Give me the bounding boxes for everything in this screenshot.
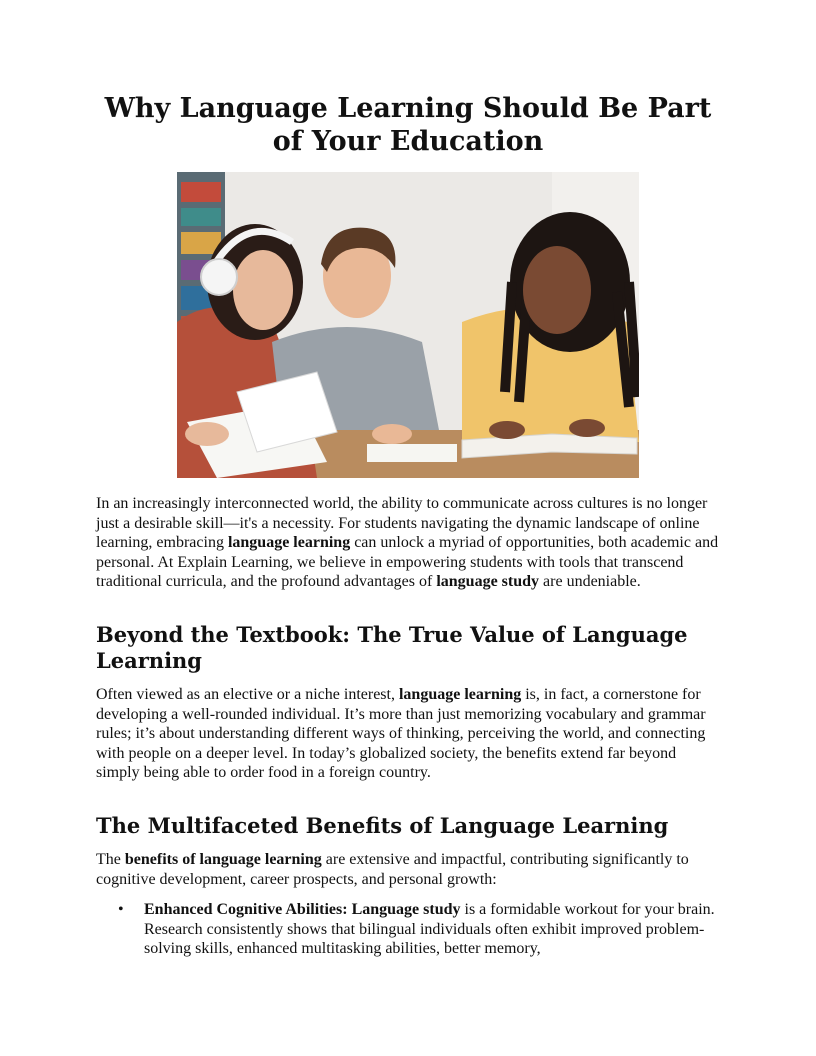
section1-heading: Beyond the Textbook: The True Value of Language Learning [96,622,688,673]
page-title: Why Language Learning Should Be Part of Your Education [104,93,712,157]
students-studying-photo [177,172,639,478]
bullet-marker: • [118,901,124,918]
intro-text-3: are undeniable. [539,573,641,591]
section1-text-1: Often viewed as an elective or a niche interest, [96,686,399,703]
benefits-list [96,900,720,959]
section2-text-2: are extensive and impactful, contributing significantly to cognitive development, career prospects, and personal growth: [96,851,689,888]
hero-image [177,172,639,478]
intro-paragraph [96,494,720,592]
section2-heading: The Multifaceted Benefits of Language Learning [96,813,669,838]
intro-bold-2: language study [436,573,540,591]
section1-paragraph [96,685,720,783]
section1-bold-1: language learning [398,686,522,703]
section2-bold-1: benefits of language learning [124,851,322,868]
section2-text-1: The [96,851,125,868]
section2-paragraph [96,850,720,889]
section1-text-2: is, in fact, a cornerstone for developing a well-rounded individual. It’s more than just memorizing vocabulary and grammar rules; it’s about understanding different ways of thinking, perceiving the world, and connecting with people on a deeper level. In today’s globalized society, the benefits extend far beyond simply being able to order food in a foreign country. [96,686,706,782]
bullet-heading: Enhanced Cognitive Abilities: [144,901,352,918]
bullet-text: is a formidable workout for your brain. Research consistently shows that bilingual individuals often exhibit improved problem-solving skills, enhanced multitasking abilities, better memory, [144,901,715,958]
intro-bold-1: language learning [227,534,351,552]
bullet-bold-term: Language study [351,901,461,918]
list-item [96,900,720,959]
intro-text-1: In an increasingly interconnected world, the ability to communicate across cultures is no longer just a desirable skill—it's a necessity. For students navigating the dynamic landscape of online learning, embracing [96,495,708,552]
intro-text-2: can unlock a myriad of opportunities, both academic and personal. At Explain Learning, we believe in empowering students with tools that transcend traditional curricula, and the profound advantages of [96,534,719,591]
